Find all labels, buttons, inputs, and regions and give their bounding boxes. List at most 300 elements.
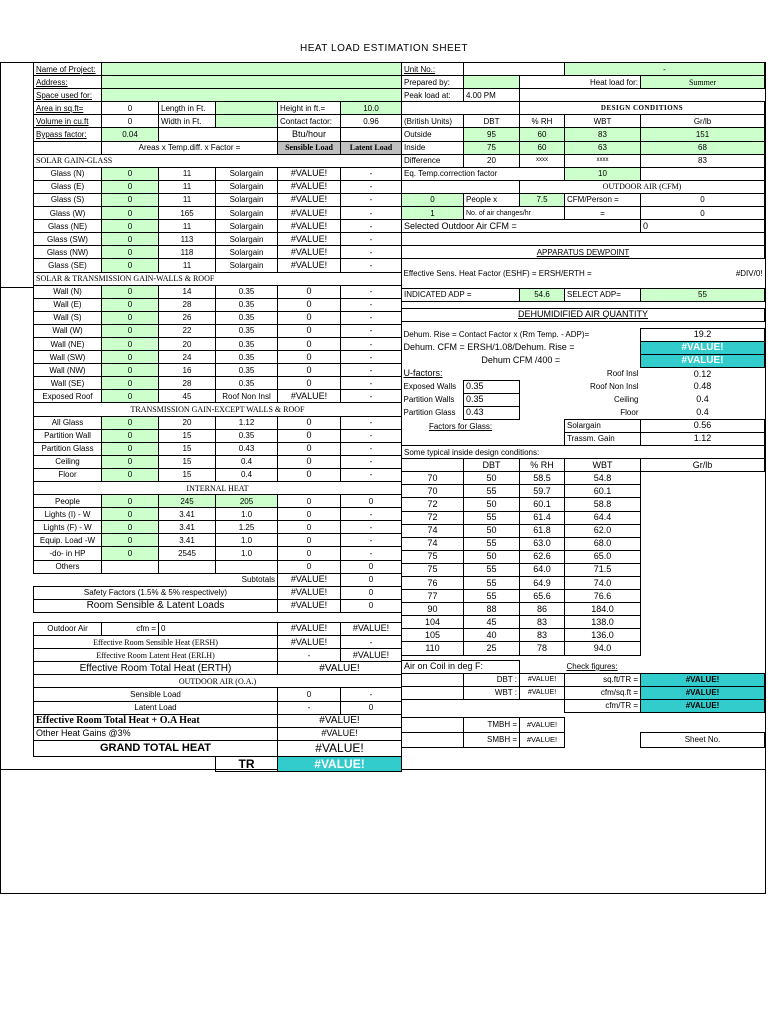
coil-dbt-row <box>402 673 765 686</box>
cfm-per-person[interactable]: 7.5 <box>520 193 565 206</box>
row-label: Ceiling <box>34 455 102 468</box>
erlh-sensible: - <box>278 649 341 662</box>
factor-a-cell[interactable]: 245 <box>159 495 216 508</box>
area-cell[interactable]: 0 <box>102 285 159 298</box>
latent-cell: - <box>341 233 402 246</box>
glass-row <box>34 193 402 206</box>
typical-gr-cell: 65.0 <box>565 550 641 563</box>
factor-a-cell: 3.41 <box>159 521 216 534</box>
latent-cell: - <box>341 429 402 442</box>
outside-gr[interactable]: 151 <box>641 128 765 141</box>
project-field[interactable] <box>102 63 402 76</box>
width-label: Width in Ft. <box>159 115 216 128</box>
factor-a-cell: 2545 <box>159 547 216 560</box>
unit-label: Unit No.: <box>402 63 464 76</box>
latent-cell: - <box>341 508 402 521</box>
typical-gr-cell: 76.6 <box>565 590 641 603</box>
latent-cell: - <box>341 377 402 390</box>
row-label: Partition Wall <box>34 429 102 442</box>
temp-diff-cell[interactable]: 20 <box>159 416 216 429</box>
length-label: Length in Ft. <box>159 102 216 115</box>
check3-row <box>402 699 765 712</box>
transmission-row <box>34 468 402 481</box>
ufactor-row-1 <box>402 367 765 380</box>
heat-for-value[interactable]: Summer <box>641 76 765 89</box>
latent-cell: - <box>341 534 402 547</box>
cfm-per-result: 0 <box>641 193 765 206</box>
temp-diff-cell[interactable]: 22 <box>159 324 216 337</box>
people-count[interactable]: 0 <box>402 193 464 206</box>
difference-wbt: xxxx <box>565 154 641 167</box>
temp-diff-cell[interactable]: 15 <box>159 468 216 481</box>
space-label: Space used for: <box>34 89 102 102</box>
volume-value[interactable]: 0 <box>102 115 159 128</box>
blank-cell <box>159 128 278 141</box>
temp-diff-cell[interactable]: 113 <box>159 233 216 246</box>
subtotals-latent: 0 <box>341 573 402 586</box>
sensible-cell: 0 <box>278 311 341 324</box>
sensible-cell: #VALUE! <box>278 167 341 180</box>
trans-gain-label: Trassm. Gain <box>565 432 641 445</box>
typical-dbt-cell: 77 <box>402 590 464 603</box>
address-row <box>34 76 402 89</box>
dehum-cfm-value: #VALUE! <box>641 341 765 354</box>
glass-row <box>34 167 402 180</box>
typical-dbt-cell: 76 <box>402 576 464 589</box>
row-label: Equip. Load -W <box>34 534 102 547</box>
typical-row <box>402 629 765 642</box>
oa-sensible-s: 0 <box>278 688 341 701</box>
row-label: Glass (SW) <box>34 233 102 246</box>
area-cell[interactable]: 0 <box>102 246 159 259</box>
quantity-cell[interactable]: 0 <box>102 508 159 521</box>
latent-cell: - <box>341 390 402 403</box>
typical-gr-cell: 58.8 <box>565 498 641 511</box>
typical-row <box>402 511 765 524</box>
dehum-title-row <box>402 308 765 321</box>
adp-row <box>402 288 765 301</box>
smbh-row <box>402 732 765 747</box>
oa-title: OUTDOOR AIR (O.A.) <box>34 675 402 688</box>
sensible-cell: 0 <box>278 521 341 534</box>
people-cfm-row <box>402 193 765 206</box>
partition-glass-value[interactable]: 0.43 <box>464 406 520 419</box>
typical-wbt-cell: 65.6 <box>520 590 565 603</box>
tr-label: TR <box>216 756 278 772</box>
typical-rh-cell: 88 <box>464 603 520 616</box>
temp-diff-cell[interactable]: 165 <box>159 207 216 220</box>
area-cell[interactable]: 0 <box>102 455 159 468</box>
tr-value: #VALUE! <box>278 756 402 772</box>
outside-row <box>402 128 765 141</box>
bypass-row <box>34 128 402 141</box>
typical-rows <box>402 472 765 655</box>
spacer-row <box>402 321 765 328</box>
latent-cell: - <box>341 246 402 259</box>
others-sensible[interactable]: 0 <box>278 560 341 573</box>
others-latent[interactable]: 0 <box>341 560 402 573</box>
unit-value[interactable]: - <box>565 63 765 76</box>
temp-diff-cell[interactable]: 28 <box>159 298 216 311</box>
factor-cell: 0.35 <box>216 351 278 364</box>
typical-wbt-cell: 83 <box>520 616 565 629</box>
prepared-field[interactable] <box>464 76 520 89</box>
inside-wbt[interactable]: 63 <box>565 141 641 154</box>
row-label: Exposed Roof <box>34 390 102 403</box>
spacer-row <box>402 301 765 308</box>
latent-cell: - <box>341 364 402 377</box>
area-cell[interactable]: 0 <box>102 468 159 481</box>
factor-cell: 0.35 <box>216 337 278 350</box>
roof-non-label: Roof Non Insl <box>590 382 639 392</box>
selected-oa-value: 0 <box>641 220 765 233</box>
typical-rh-cell: 50 <box>464 472 520 485</box>
dehum-rise-value: 19.2 <box>641 328 765 341</box>
quantity-cell[interactable]: 0 <box>102 495 159 508</box>
height-value[interactable]: 10.0 <box>341 102 402 115</box>
outside-label: Outside <box>402 128 464 141</box>
typical-gr-cell: 138.0 <box>565 616 641 629</box>
area-cell[interactable]: 0 <box>102 442 159 455</box>
ersh-label: Effective Room Sensible Heat (ERSH) <box>34 636 278 649</box>
temp-diff-cell[interactable]: 15 <box>159 455 216 468</box>
internal-row <box>34 547 402 560</box>
row-label: -do- in HP <box>34 547 102 560</box>
solar-wall-title: SOLAR & TRANSMISSION GAIN-WALLS & ROOF <box>34 272 402 285</box>
quantity-cell[interactable]: 0 <box>102 521 159 534</box>
latent-cell: 0 <box>341 495 402 508</box>
air-changes-result: 0 <box>641 207 765 220</box>
temp-diff-cell[interactable]: 16 <box>159 364 216 377</box>
dehum-400-label: Dehum CFM /400 = <box>481 355 561 366</box>
wall-rows <box>34 285 402 403</box>
area-cell[interactable]: 0 <box>102 337 159 350</box>
area-cell[interactable]: 0 <box>102 311 159 324</box>
safety-sensible: #VALUE! <box>278 586 341 599</box>
exposed-walls-label: Exposed Walls <box>403 382 457 392</box>
typical-rh-cell: 55 <box>464 485 520 498</box>
factor-cell: Solargain <box>216 246 278 259</box>
typical-wbt-cell: 61.8 <box>520 524 565 537</box>
smbh-label: SMBH = <box>464 732 520 747</box>
dehum-rise-row <box>402 328 765 341</box>
sensible-cell: 0 <box>278 495 341 508</box>
coil-wbt-value: #VALUE! <box>520 686 565 699</box>
ceiling-value[interactable]: 0.4 <box>696 394 709 405</box>
temp-diff-cell[interactable]: 118 <box>159 246 216 259</box>
row-label: Glass (NW) <box>34 246 102 259</box>
sensible-cell: 0 <box>278 285 341 298</box>
area-cell[interactable]: 0 <box>102 364 159 377</box>
area-cell[interactable]: 0 <box>102 416 159 429</box>
contact-label: Contact factor: <box>278 115 341 128</box>
temp-diff-cell[interactable]: 11 <box>159 220 216 233</box>
area-cell[interactable]: 0 <box>102 193 159 206</box>
row-label: Glass (S) <box>34 193 102 206</box>
typical-rh-cell: 50 <box>464 524 520 537</box>
oa-sensible-label: Sensible Load <box>34 688 278 701</box>
area-cell[interactable]: 0 <box>102 377 159 390</box>
area-cell[interactable]: 0 <box>102 233 159 246</box>
typical-wbt-cell: 58.5 <box>520 472 565 485</box>
room-sensible: #VALUE! <box>278 599 341 612</box>
volume-label: Volume in cu.ft <box>34 115 102 128</box>
sensible-cell: 0 <box>278 455 341 468</box>
eff-oa-value: #VALUE! <box>278 714 402 727</box>
area-cell[interactable]: 0 <box>102 324 159 337</box>
latent-cell: - <box>341 220 402 233</box>
roof-non-value[interactable]: 0.48 <box>693 381 712 392</box>
sensible-cell: #VALUE! <box>278 180 341 193</box>
row-label: Wall (NW) <box>34 364 102 377</box>
spacer-row <box>402 233 765 246</box>
spacer-row <box>34 612 402 622</box>
sensible-cell: 0 <box>278 364 341 377</box>
temp-diff-cell[interactable]: 11 <box>159 180 216 193</box>
width-field[interactable] <box>216 115 278 128</box>
outside-wbt[interactable]: 83 <box>565 128 641 141</box>
section-title-row <box>34 154 402 167</box>
peak-row <box>402 89 765 102</box>
check3-value: #VALUE! <box>641 699 765 712</box>
typical-rh-cell: 55 <box>464 563 520 576</box>
peak-label: Peak load at: <box>402 89 464 102</box>
grand-total-label: GRAND TOTAL HEAT <box>34 740 278 756</box>
exposed-walls-value[interactable]: 0.35 <box>464 380 520 393</box>
outdoor-sensible: #VALUE! <box>278 622 341 635</box>
sensible-cell: 0 <box>278 324 341 337</box>
coil-dbt-value: #VALUE! <box>520 673 565 686</box>
btu-label: Btu/hour <box>278 128 341 141</box>
factor-cell: Solargain <box>216 180 278 193</box>
row-label: All Glass <box>34 416 102 429</box>
area-cell[interactable]: 0 <box>102 390 159 403</box>
typical-dbt-cell: 70 <box>402 485 464 498</box>
sensible-header: Sensible Load <box>278 141 341 154</box>
typical-row <box>402 537 765 550</box>
quantity-cell[interactable]: 0 <box>102 534 159 547</box>
length-field[interactable] <box>216 102 278 115</box>
sensible-cell: #VALUE! <box>278 193 341 206</box>
typical-rh-cell: 45 <box>464 616 520 629</box>
temp-diff-cell[interactable]: 11 <box>159 259 216 272</box>
dehum-cfm-label: Dehum. CFM = ERSH/1.08/Dehum. Rise = <box>403 342 575 353</box>
tmbh-value: #VALUE! <box>520 717 565 732</box>
typical-gr-cell: 54.8 <box>565 472 641 485</box>
typical-wbt-cell: 64.9 <box>520 576 565 589</box>
others-label: Others <box>34 560 102 573</box>
inside-dbt[interactable]: 75 <box>464 141 520 154</box>
check2-value: #VALUE! <box>641 686 765 699</box>
temp-diff-cell[interactable]: 14 <box>159 285 216 298</box>
coil-dbt-label: DBT : <box>464 673 520 686</box>
factor-cell: 0.43 <box>216 442 278 455</box>
section-title-row <box>34 675 402 688</box>
temp-diff-cell[interactable]: 15 <box>159 429 216 442</box>
cfm-value[interactable]: 0 <box>159 622 278 635</box>
design-title-row <box>402 102 765 115</box>
difference-label: Difference <box>402 154 464 167</box>
adp-title: APPARATUS DEWPOINT <box>402 246 765 259</box>
row-label: Wall (SW) <box>34 351 102 364</box>
factor-b-cell[interactable]: 205 <box>216 495 278 508</box>
typical-gr-cell: 71.5 <box>565 563 641 576</box>
check1-value: #VALUE! <box>641 673 765 686</box>
area-cell[interactable]: 0 <box>102 220 159 233</box>
wall-row <box>34 364 402 377</box>
row-label: People <box>34 495 102 508</box>
adp-title-row <box>402 246 765 259</box>
latent-cell: - <box>341 285 402 298</box>
typical-row <box>402 485 765 498</box>
sensible-cell: #VALUE! <box>278 246 341 259</box>
wall-row <box>34 351 402 364</box>
ufactor-row-4 <box>402 406 765 419</box>
inside-rh[interactable]: 60 <box>520 141 565 154</box>
area-value[interactable]: 0 <box>102 102 159 115</box>
tr-row <box>34 756 402 772</box>
typical-row <box>402 576 765 589</box>
space-field[interactable] <box>102 89 402 102</box>
peak-value: 4.00 PM <box>464 89 520 102</box>
design-conditions-vertical-cell <box>402 459 464 472</box>
eq-temp-value[interactable]: 10 <box>565 167 641 180</box>
sensible-cell: 0 <box>278 298 341 311</box>
area-cell[interactable]: 0 <box>102 351 159 364</box>
typical-wbt-cell: 64.0 <box>520 563 565 576</box>
ufactor-row-3 <box>402 393 765 406</box>
glass-row <box>34 233 402 246</box>
typical-gr-cell: 74.0 <box>565 576 641 589</box>
air-changes-row <box>402 207 765 220</box>
inside-gr[interactable]: 68 <box>641 141 765 154</box>
area-cell[interactable]: 0 <box>102 180 159 193</box>
coil-wbt-row <box>402 686 765 699</box>
ufactors-label: U-factors: <box>403 368 443 379</box>
temp-diff-cell[interactable]: 24 <box>159 351 216 364</box>
room-latent: 0 <box>341 599 402 612</box>
factor-b-cell: 1.0 <box>216 547 278 560</box>
select-adp-value[interactable]: 55 <box>641 288 765 301</box>
typical-gr-cell: 94.0 <box>565 642 641 655</box>
area-cell[interactable]: 0 <box>102 259 159 272</box>
design-conditions-vertical <box>420 471 431 472</box>
floor-value[interactable]: 0.4 <box>696 407 709 418</box>
typical-rh-cell: 55 <box>464 576 520 589</box>
dehum-rise-label: Dehum. Rise = Contact Factor x (Rm Temp. - ADP)= <box>403 330 590 340</box>
area-cell[interactable]: 0 <box>102 429 159 442</box>
grand-total-value: #VALUE! <box>278 740 402 756</box>
temp-diff-cell[interactable]: 20 <box>159 337 216 350</box>
cfm-label: cfm = <box>102 622 159 635</box>
factor-b-cell: 1.25 <box>216 521 278 534</box>
temp-diff-cell[interactable]: 11 <box>159 167 216 180</box>
factor-cell: 0.35 <box>216 364 278 377</box>
safety-row <box>34 586 402 599</box>
row-label: Floor <box>34 468 102 481</box>
internal-row <box>34 495 402 508</box>
outside-dbt[interactable]: 95 <box>464 128 520 141</box>
oa-sensible-row <box>34 688 402 701</box>
check-label: Check figures: <box>566 661 618 671</box>
design-header-row <box>402 115 765 128</box>
area-cell[interactable]: 0 <box>102 207 159 220</box>
solargain-value[interactable]: 0.56 <box>641 419 765 432</box>
typical-dbt-cell: 90 <box>402 603 464 616</box>
project-label: Name of Project: <box>34 63 102 76</box>
quantity-cell[interactable]: 0 <box>102 547 159 560</box>
wall-row <box>34 298 402 311</box>
eshf-value: #DIV/0! <box>735 268 763 278</box>
blank-cell <box>216 560 278 573</box>
latent-cell: - <box>341 337 402 350</box>
factor-cell: 0.35 <box>216 311 278 324</box>
typical-gr-cell: 60.1 <box>565 485 641 498</box>
row-label: Glass (SE) <box>34 259 102 272</box>
bypass-value[interactable]: 0.04 <box>102 128 159 141</box>
dehum-title: DEHUMIDIFIED AIR QUANTITY <box>402 308 765 321</box>
temp-diff-cell[interactable]: 15 <box>159 442 216 455</box>
spacer-row <box>402 280 765 289</box>
contact-value[interactable]: 0.96 <box>341 115 402 128</box>
erth-row <box>34 662 402 675</box>
factor-cell: 0.4 <box>216 468 278 481</box>
roof-insl-value[interactable]: 0.12 <box>693 368 712 379</box>
typical-dbt-cell: 70 <box>402 472 464 485</box>
sheet-no-label: Sheet No. <box>641 732 765 747</box>
area-cell[interactable]: 0 <box>102 298 159 311</box>
factor-cell: 0.4 <box>216 455 278 468</box>
outside-rh[interactable]: 60 <box>520 128 565 141</box>
area-cell[interactable]: 0 <box>102 167 159 180</box>
sensible-cell: 0 <box>278 351 341 364</box>
factor-cell: 0.35 <box>216 429 278 442</box>
typical-row <box>402 603 765 616</box>
room-row <box>34 599 402 612</box>
partition-walls-value[interactable]: 0.35 <box>464 393 520 406</box>
glass-row <box>34 220 402 233</box>
temp-diff-cell[interactable]: 28 <box>159 377 216 390</box>
factor-a-cell: 3.41 <box>159 534 216 547</box>
glass-row <box>34 180 402 193</box>
subtotals-row <box>34 573 402 586</box>
transmission-rows <box>34 416 402 481</box>
difference-rh: xxxx <box>520 154 565 167</box>
temp-diff-cell[interactable]: 11 <box>159 193 216 206</box>
eff-oa-row <box>34 714 402 727</box>
temp-diff-cell[interactable]: 45 <box>159 390 216 403</box>
air-changes-value[interactable]: 1 <box>402 207 464 220</box>
address-field[interactable] <box>102 76 402 89</box>
typical-header-row <box>402 459 765 472</box>
selected-oa-label: Selected Outdoor Air CFM = <box>402 220 641 233</box>
temp-diff-cell[interactable]: 26 <box>159 311 216 324</box>
partition-walls-label: Partition Walls <box>403 395 455 405</box>
typical-row <box>402 524 765 537</box>
typical-dbt-cell: 72 <box>402 498 464 511</box>
units-label: (British Units) <box>402 115 464 128</box>
difference-row <box>402 154 765 167</box>
project-row <box>34 63 402 76</box>
sensible-cell: 0 <box>278 377 341 390</box>
difference-dbt: 20 <box>464 154 520 167</box>
typical-wbt-cell: 61.4 <box>520 511 565 524</box>
ersh-row <box>34 636 402 649</box>
trans-gain-value[interactable]: 1.12 <box>641 432 765 445</box>
partition-glass-label: Partition Glass <box>403 408 456 418</box>
ersh-latent: - <box>341 636 402 649</box>
bypass-label: Bypass factor: <box>34 128 102 141</box>
